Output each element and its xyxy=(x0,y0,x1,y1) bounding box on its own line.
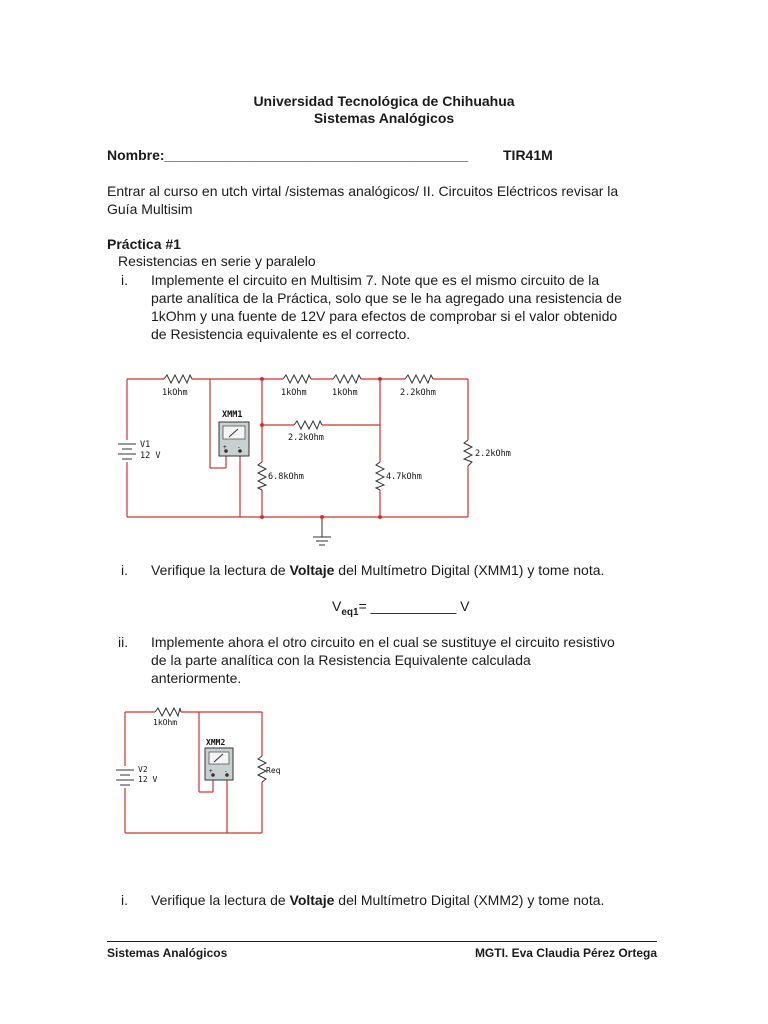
c1-r5-label: 2.2kOhm xyxy=(288,433,324,443)
multimeter-2-icon xyxy=(205,748,233,780)
item-2-line-1: Implemente ahora el otro circuito en el cual se sustituye el circuito resistivo xyxy=(151,634,615,650)
item-2-number: ii. xyxy=(118,634,129,650)
university-title: Universidad Tecnológica de Chihuahua xyxy=(253,93,515,109)
svg-text:+: + xyxy=(223,444,227,451)
item-2-line-3: anteriormente. xyxy=(151,670,242,686)
item-1-number: i. xyxy=(121,272,128,288)
c1-r7-label: 4.7kOhm xyxy=(386,472,422,482)
footer-author: MGTI. Eva Claudia Pérez Ortega xyxy=(474,946,657,960)
c2-source-name: V2 xyxy=(138,765,148,774)
intro-line-1: Entrar al curso en utch virtal /sistemas analógicos/ II. Circuitos Eléctricos revisar la xyxy=(107,183,619,199)
c2-meter-label: XMM2 xyxy=(206,738,226,747)
c1-meter-label: XMM1 xyxy=(222,410,243,420)
svg-text:-: - xyxy=(237,444,241,451)
c2-r1-label: 1kOhm xyxy=(153,718,178,727)
practice-title: Práctica #1 xyxy=(107,236,181,252)
svg-text:-: - xyxy=(224,768,228,775)
c1-r3-label: 1kOhm xyxy=(332,388,358,398)
c1-r4-label: 2.2kOhm xyxy=(400,388,436,398)
verify-1-text: Verifique la lectura de Voltaje del Multímetro Digital (XMM1) y tome nota. xyxy=(151,562,605,578)
verify-2-number: i. xyxy=(121,892,128,908)
item-1-line-3: 1kOhm y una fuente de 12V para efectos de comprobar si el valor obtenido xyxy=(151,308,618,324)
verify-1-number: i. xyxy=(121,562,128,578)
item-1-line-1: Implemente el circuito en Multisim 7. Note que es el mismo circuito de la xyxy=(151,272,600,288)
footer-divider xyxy=(107,941,657,942)
item-1-line-2: parte analítica de la Práctica, solo que se le ha agregado una resistencia de xyxy=(151,290,622,306)
c1-r6-label: 6.8kOhm xyxy=(268,472,304,482)
c1-r2-label: 1kOhm xyxy=(281,388,307,398)
subject-title: Sistemas Analógicos xyxy=(313,110,455,126)
veq-answer-line: $V_{eq1}=$ ___________ V xyxy=(332,598,470,618)
c2-source-value: 12 V xyxy=(138,775,158,784)
c1-r8-label: 2.2kOhm xyxy=(475,449,511,459)
svg-text:+: + xyxy=(209,768,213,775)
c1-source-name: V1 xyxy=(140,440,151,450)
c1-r1-label: 1kOhm xyxy=(162,388,188,398)
item-1-line-4: de Resistencia equivalente es el correcto. xyxy=(151,326,411,342)
item-2-line-2: de la parte analítica con la Resistencia Equivalente calculada xyxy=(151,652,531,668)
c1-source-value: 12 V xyxy=(140,451,161,461)
verify-2-text: Verifique la lectura de Voltaje del Multímetro Digital (XMM2) y tome nota. xyxy=(151,892,605,908)
group-code: TIR41M xyxy=(503,147,553,163)
intro-line-2: Guía Multisim xyxy=(107,201,193,217)
footer-subject: Sistemas Analógicos xyxy=(107,946,228,960)
name-field-label: Nombre:_______________________________________ xyxy=(107,147,469,163)
c2-req-label: Req xyxy=(266,766,281,775)
practice-subtitle: Resistencias en serie y paralelo xyxy=(118,253,316,269)
